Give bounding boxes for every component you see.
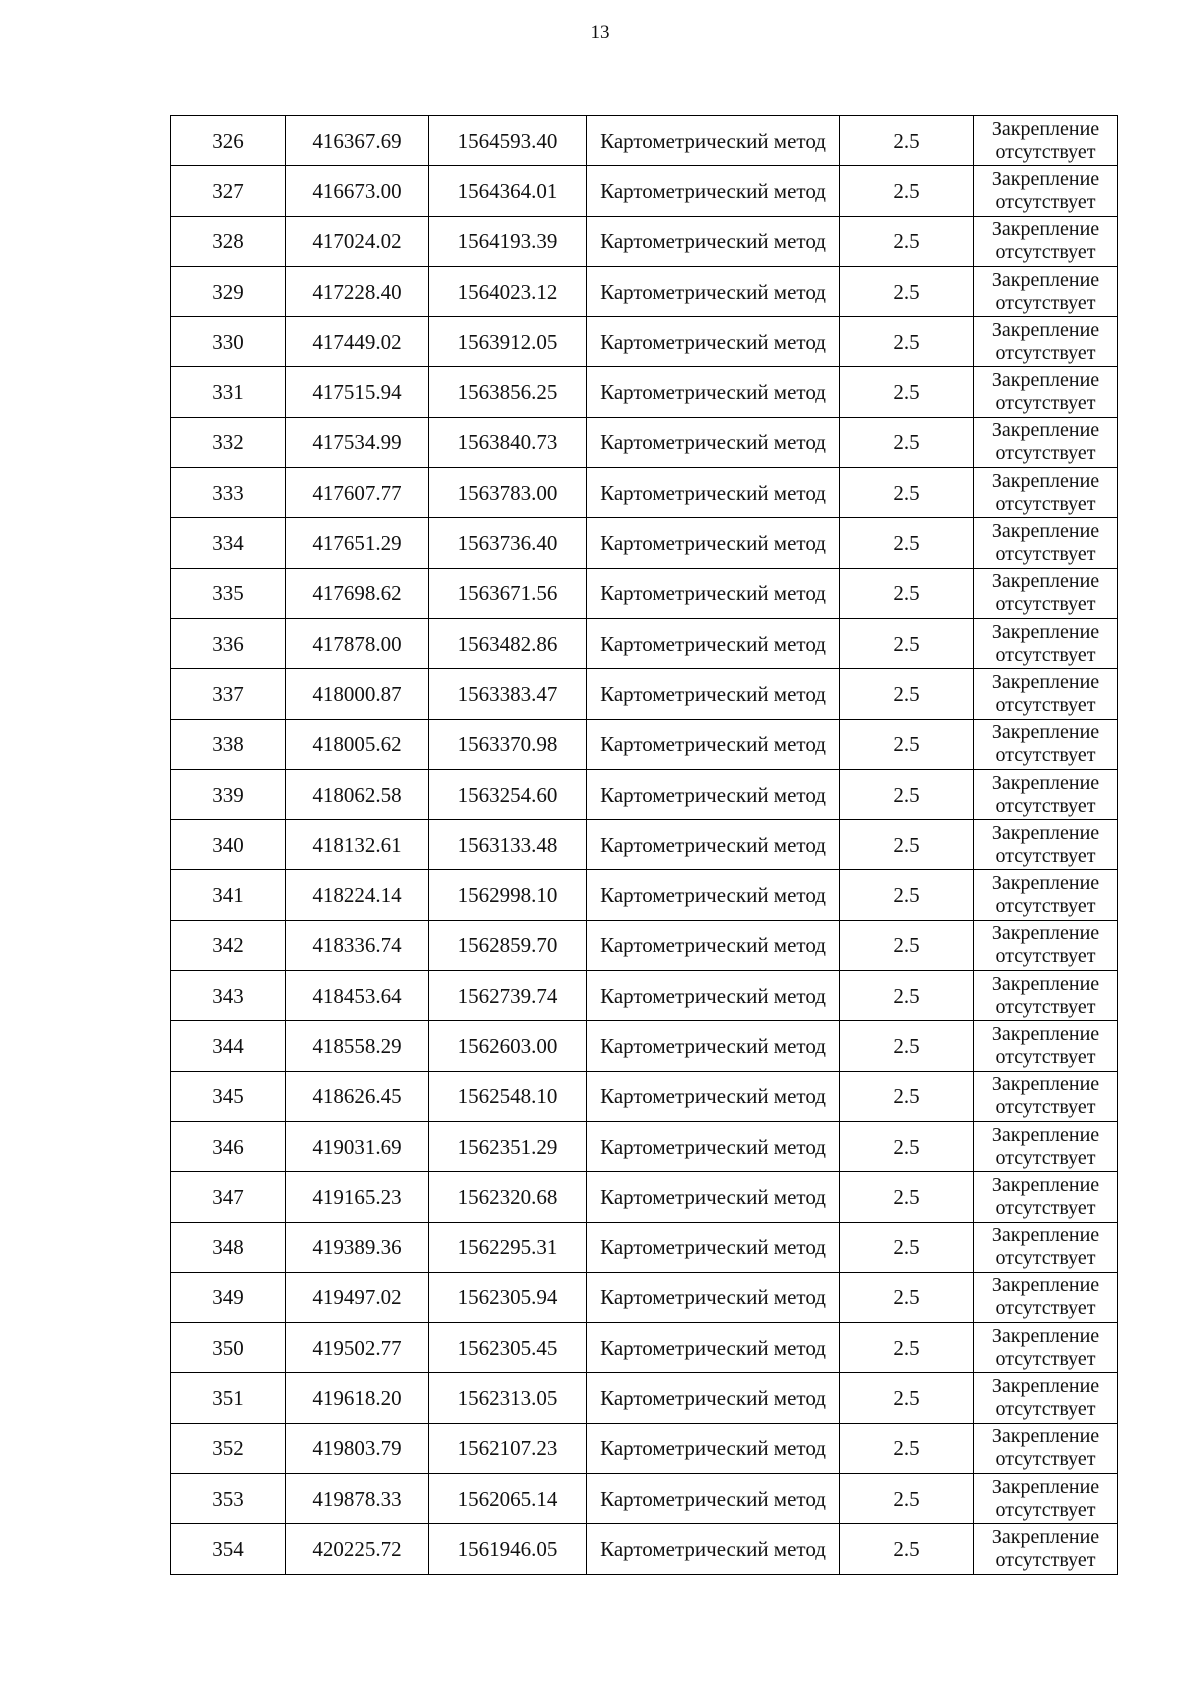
method-cell: Картометрический метод: [587, 1121, 840, 1171]
x-coordinate-cell: 419165.23: [286, 1172, 429, 1222]
x-coordinate-cell: 419389.36: [286, 1222, 429, 1272]
accuracy-cell: 2.5: [840, 1071, 974, 1121]
accuracy-cell: 2.5: [840, 166, 974, 216]
accuracy-cell: 2.5: [840, 417, 974, 467]
accuracy-cell: 2.5: [840, 1222, 974, 1272]
x-coordinate-cell: 420225.72: [286, 1524, 429, 1574]
fixation-cell: Закрепление отсутствует: [974, 317, 1118, 367]
table-row: [171, 518, 1118, 568]
y-coordinate-cell: 1562305.45: [429, 1323, 587, 1373]
table-row: [171, 1272, 1118, 1322]
point-number-cell: 338: [171, 719, 286, 769]
point-number-cell: 327: [171, 166, 286, 216]
table-row: [171, 971, 1118, 1021]
fixation-cell: Закрепление отсутствует: [974, 920, 1118, 970]
table-row: [171, 769, 1118, 819]
accuracy-cell: 2.5: [840, 920, 974, 970]
accuracy-cell: 2.5: [840, 1373, 974, 1423]
fixation-cell: Закрепление отсутствует: [974, 669, 1118, 719]
x-coordinate-cell: 419618.20: [286, 1373, 429, 1423]
table-row: [171, 870, 1118, 920]
fixation-cell: Закрепление отсутствует: [974, 618, 1118, 668]
point-number-cell: 340: [171, 820, 286, 870]
y-coordinate-cell: 1562351.29: [429, 1121, 587, 1171]
fixation-cell: Закрепление отсутствует: [974, 518, 1118, 568]
accuracy-cell: 2.5: [840, 719, 974, 769]
y-coordinate-cell: 1562739.74: [429, 971, 587, 1021]
fixation-cell: Закрепление отсутствует: [974, 166, 1118, 216]
method-cell: Картометрический метод: [587, 116, 840, 166]
x-coordinate-cell: 418453.64: [286, 971, 429, 1021]
method-cell: Картометрический метод: [587, 820, 840, 870]
point-number-cell: 326: [171, 116, 286, 166]
accuracy-cell: 2.5: [840, 568, 974, 618]
accuracy-cell: 2.5: [840, 216, 974, 266]
y-coordinate-cell: 1564593.40: [429, 116, 587, 166]
coordinates-table: [170, 115, 1118, 1575]
accuracy-cell: 2.5: [840, 1423, 974, 1473]
table-row: [171, 468, 1118, 518]
fixation-cell: Закрепление отсутствует: [974, 468, 1118, 518]
method-cell: Картометрический метод: [587, 1323, 840, 1373]
method-cell: Картометрический метод: [587, 1423, 840, 1473]
table-row: [171, 216, 1118, 266]
point-number-cell: 348: [171, 1222, 286, 1272]
x-coordinate-cell: 416673.00: [286, 166, 429, 216]
table-row: [171, 1222, 1118, 1272]
y-coordinate-cell: 1563783.00: [429, 468, 587, 518]
fixation-cell: Закрепление отсутствует: [974, 1423, 1118, 1473]
table-row: [171, 920, 1118, 970]
fixation-cell: Закрепление отсутствует: [974, 1272, 1118, 1322]
method-cell: Картометрический метод: [587, 1272, 840, 1322]
accuracy-cell: 2.5: [840, 1323, 974, 1373]
fixation-cell: Закрепление отсутствует: [974, 719, 1118, 769]
method-cell: Картометрический метод: [587, 1071, 840, 1121]
method-cell: Картометрический метод: [587, 367, 840, 417]
accuracy-cell: 2.5: [840, 1524, 974, 1574]
page-number: 13: [590, 22, 610, 43]
y-coordinate-cell: 1562065.14: [429, 1474, 587, 1524]
table-row: [171, 1373, 1118, 1423]
x-coordinate-cell: 417024.02: [286, 216, 429, 266]
table-row: [171, 618, 1118, 668]
point-number-cell: 334: [171, 518, 286, 568]
method-cell: Картометрический метод: [587, 468, 840, 518]
method-cell: Картометрический метод: [587, 971, 840, 1021]
fixation-cell: Закрепление отсутствует: [974, 568, 1118, 618]
table-row: [171, 1172, 1118, 1222]
x-coordinate-cell: 416367.69: [286, 116, 429, 166]
accuracy-cell: 2.5: [840, 971, 974, 1021]
table-row: [171, 669, 1118, 719]
point-number-cell: 344: [171, 1021, 286, 1071]
y-coordinate-cell: 1563383.47: [429, 669, 587, 719]
method-cell: Картометрический метод: [587, 769, 840, 819]
x-coordinate-cell: 417878.00: [286, 618, 429, 668]
table-row: [171, 1121, 1118, 1171]
fixation-cell: Закрепление отсутствует: [974, 1323, 1118, 1373]
y-coordinate-cell: 1563671.56: [429, 568, 587, 618]
table-row: [171, 1323, 1118, 1373]
y-coordinate-cell: 1563912.05: [429, 317, 587, 367]
fixation-cell: Закрепление отсутствует: [974, 216, 1118, 266]
y-coordinate-cell: 1563370.98: [429, 719, 587, 769]
table-row: [171, 1021, 1118, 1071]
method-cell: Картометрический метод: [587, 1524, 840, 1574]
accuracy-cell: 2.5: [840, 1021, 974, 1071]
point-number-cell: 353: [171, 1474, 286, 1524]
table-row: [171, 1524, 1118, 1574]
fixation-cell: Закрепление отсутствует: [974, 1172, 1118, 1222]
y-coordinate-cell: 1564364.01: [429, 166, 587, 216]
table-row: [171, 116, 1118, 166]
fixation-cell: Закрепление отсутствует: [974, 367, 1118, 417]
accuracy-cell: 2.5: [840, 870, 974, 920]
x-coordinate-cell: 419878.33: [286, 1474, 429, 1524]
fixation-cell: Закрепление отсутствует: [974, 1524, 1118, 1574]
point-number-cell: 349: [171, 1272, 286, 1322]
x-coordinate-cell: 418005.62: [286, 719, 429, 769]
x-coordinate-cell: 418224.14: [286, 870, 429, 920]
method-cell: Картометрический метод: [587, 920, 840, 970]
point-number-cell: 351: [171, 1373, 286, 1423]
y-coordinate-cell: 1563133.48: [429, 820, 587, 870]
table-row: [171, 417, 1118, 467]
method-cell: Картометрический метод: [587, 216, 840, 266]
y-coordinate-cell: 1563856.25: [429, 367, 587, 417]
point-number-cell: 330: [171, 317, 286, 367]
x-coordinate-cell: 417515.94: [286, 367, 429, 417]
y-coordinate-cell: 1562603.00: [429, 1021, 587, 1071]
x-coordinate-cell: 417449.02: [286, 317, 429, 367]
point-number-cell: 331: [171, 367, 286, 417]
method-cell: Картометрический метод: [587, 669, 840, 719]
point-number-cell: 335: [171, 568, 286, 618]
fixation-cell: Закрепление отсутствует: [974, 1021, 1118, 1071]
y-coordinate-cell: 1563482.86: [429, 618, 587, 668]
table-row: [171, 367, 1118, 417]
method-cell: Картометрический метод: [587, 870, 840, 920]
y-coordinate-cell: 1562295.31: [429, 1222, 587, 1272]
table-row: [171, 266, 1118, 316]
table-body: [171, 116, 1118, 1575]
accuracy-cell: 2.5: [840, 769, 974, 819]
x-coordinate-cell: 417651.29: [286, 518, 429, 568]
method-cell: Картометрический метод: [587, 266, 840, 316]
y-coordinate-cell: 1562107.23: [429, 1423, 587, 1473]
x-coordinate-cell: 417698.62: [286, 568, 429, 618]
method-cell: Картометрический метод: [587, 719, 840, 769]
method-cell: Картометрический метод: [587, 417, 840, 467]
x-coordinate-cell: 418000.87: [286, 669, 429, 719]
table-row: [171, 166, 1118, 216]
accuracy-cell: 2.5: [840, 367, 974, 417]
table-row: [171, 719, 1118, 769]
accuracy-cell: 2.5: [840, 317, 974, 367]
fixation-cell: Закрепление отсутствует: [974, 820, 1118, 870]
x-coordinate-cell: 419803.79: [286, 1423, 429, 1473]
accuracy-cell: 2.5: [840, 618, 974, 668]
point-number-cell: 329: [171, 266, 286, 316]
method-cell: Картометрический метод: [587, 166, 840, 216]
y-coordinate-cell: 1562313.05: [429, 1373, 587, 1423]
accuracy-cell: 2.5: [840, 1272, 974, 1322]
point-number-cell: 342: [171, 920, 286, 970]
accuracy-cell: 2.5: [840, 116, 974, 166]
point-number-cell: 350: [171, 1323, 286, 1373]
fixation-cell: Закрепление отсутствует: [974, 870, 1118, 920]
point-number-cell: 328: [171, 216, 286, 266]
x-coordinate-cell: 418558.29: [286, 1021, 429, 1071]
method-cell: Картометрический метод: [587, 518, 840, 568]
fixation-cell: Закрепление отсутствует: [974, 116, 1118, 166]
method-cell: Картометрический метод: [587, 1474, 840, 1524]
fixation-cell: Закрепление отсутствует: [974, 971, 1118, 1021]
method-cell: Картометрический метод: [587, 1222, 840, 1272]
method-cell: Картометрический метод: [587, 568, 840, 618]
point-number-cell: 352: [171, 1423, 286, 1473]
fixation-cell: Закрепление отсутствует: [974, 1222, 1118, 1272]
accuracy-cell: 2.5: [840, 518, 974, 568]
point-number-cell: 343: [171, 971, 286, 1021]
method-cell: Картометрический метод: [587, 1172, 840, 1222]
accuracy-cell: 2.5: [840, 1121, 974, 1171]
point-number-cell: 341: [171, 870, 286, 920]
point-number-cell: 346: [171, 1121, 286, 1171]
y-coordinate-cell: 1562998.10: [429, 870, 587, 920]
method-cell: Картометрический метод: [587, 618, 840, 668]
table-row: [171, 568, 1118, 618]
table-row: [171, 1423, 1118, 1473]
y-coordinate-cell: 1562305.94: [429, 1272, 587, 1322]
point-number-cell: 339: [171, 769, 286, 819]
accuracy-cell: 2.5: [840, 820, 974, 870]
x-coordinate-cell: 419502.77: [286, 1323, 429, 1373]
y-coordinate-cell: 1564023.12: [429, 266, 587, 316]
point-number-cell: 345: [171, 1071, 286, 1121]
point-number-cell: 332: [171, 417, 286, 467]
fixation-cell: Закрепление отсутствует: [974, 266, 1118, 316]
x-coordinate-cell: 418626.45: [286, 1071, 429, 1121]
method-cell: Картометрический метод: [587, 1021, 840, 1071]
x-coordinate-cell: 418132.61: [286, 820, 429, 870]
x-coordinate-cell: 418336.74: [286, 920, 429, 970]
y-coordinate-cell: 1563254.60: [429, 769, 587, 819]
accuracy-cell: 2.5: [840, 1172, 974, 1222]
fixation-cell: Закрепление отсутствует: [974, 1474, 1118, 1524]
y-coordinate-cell: 1563840.73: [429, 417, 587, 467]
accuracy-cell: 2.5: [840, 1474, 974, 1524]
x-coordinate-cell: 419497.02: [286, 1272, 429, 1322]
y-coordinate-cell: 1561946.05: [429, 1524, 587, 1574]
x-coordinate-cell: 417228.40: [286, 266, 429, 316]
point-number-cell: 347: [171, 1172, 286, 1222]
x-coordinate-cell: 418062.58: [286, 769, 429, 819]
accuracy-cell: 2.5: [840, 468, 974, 518]
y-coordinate-cell: 1562320.68: [429, 1172, 587, 1222]
point-number-cell: 354: [171, 1524, 286, 1574]
y-coordinate-cell: 1563736.40: [429, 518, 587, 568]
fixation-cell: Закрепление отсутствует: [974, 1373, 1118, 1423]
x-coordinate-cell: 419031.69: [286, 1121, 429, 1171]
point-number-cell: 333: [171, 468, 286, 518]
fixation-cell: Закрепление отсутствует: [974, 1071, 1118, 1121]
y-coordinate-cell: 1562548.10: [429, 1071, 587, 1121]
fixation-cell: Закрепление отсутствует: [974, 417, 1118, 467]
table-row: [171, 317, 1118, 367]
fixation-cell: Закрепление отсутствует: [974, 1121, 1118, 1171]
point-number-cell: 337: [171, 669, 286, 719]
x-coordinate-cell: 417607.77: [286, 468, 429, 518]
fixation-cell: Закрепление отсутствует: [974, 769, 1118, 819]
accuracy-cell: 2.5: [840, 266, 974, 316]
accuracy-cell: 2.5: [840, 669, 974, 719]
y-coordinate-cell: 1562859.70: [429, 920, 587, 970]
table-row: [171, 1474, 1118, 1524]
y-coordinate-cell: 1564193.39: [429, 216, 587, 266]
table-row: [171, 1071, 1118, 1121]
point-number-cell: 336: [171, 618, 286, 668]
table-row: [171, 820, 1118, 870]
method-cell: Картометрический метод: [587, 1373, 840, 1423]
method-cell: Картометрический метод: [587, 317, 840, 367]
x-coordinate-cell: 417534.99: [286, 417, 429, 467]
